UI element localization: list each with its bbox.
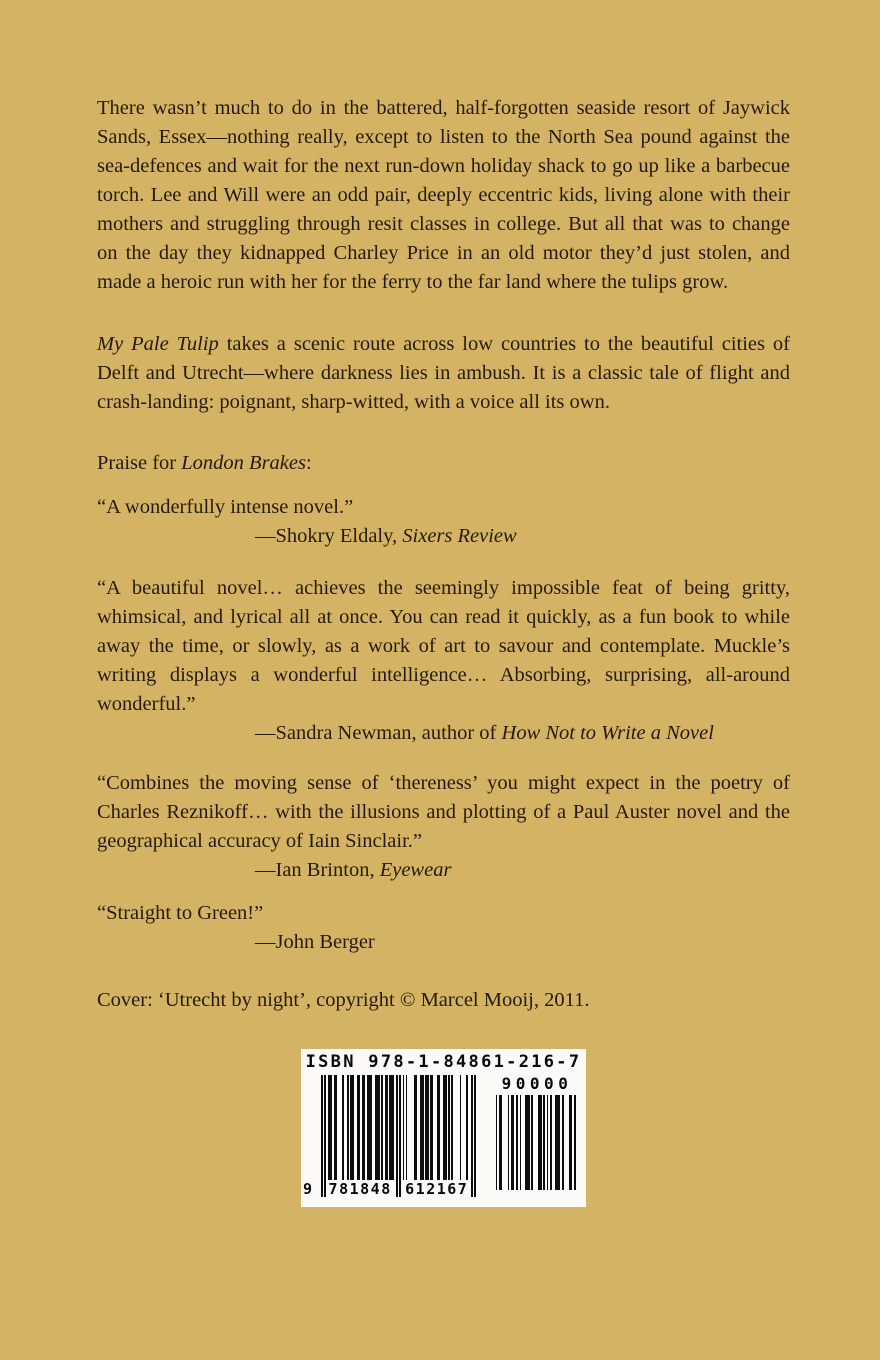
quote-attribution: —Ian Brinton, Eyewear xyxy=(255,859,452,881)
cover-credit-line: Cover: ‘Utrecht by night’, copyright © Marcel Mooij, 2011. xyxy=(97,989,590,1011)
synopsis-paragraph-1: There wasn’t much to do in the battered, half-forgotten seaside resort of Jaywick Sands, Essex—nothing really, except to listen to the North Sea pound against the sea-defences and wait for the next run-down holiday shack to go up like a barbecue torch. Lee and Will were an odd pair, deeply eccentric kids, living alone with their mothers and struggling through resit classes in college. But all that was to change on the day they kidnapped Charley Price in an old motor they’d just stolen, and made a heroic run with her for the ferry to the far land where the tulips grow. xyxy=(97,97,790,293)
ean5-bars xyxy=(494,1095,576,1190)
ean13-lead-digit: 9 xyxy=(303,1180,313,1198)
quote-text: “A beautiful novel… achieves the seemingly impossible feat of being gritty, whimsical, and lyrical all at once. You can read it quickly, as a fun book to while away the time, or slowly, as a work of art to savour and contemplate. Muckle’s writing displays a wonderful intelligence… Absorbing, surprising, all-around wonderful.” xyxy=(97,577,790,715)
quote-block-4 xyxy=(97,899,790,957)
quote-attribution: —Shokry Eldaly, Sixers Review xyxy=(255,525,517,547)
quote-block-3 xyxy=(97,769,790,885)
barcode-panel xyxy=(301,1049,586,1207)
quote-text: “A wonderfully intense novel.” xyxy=(97,496,354,518)
synopsis-paragraph-2: My Pale Tulip takes a scenic route across low countries to the beautiful cities of Delft and Utrecht—where darkness lies in ambush. It is a classic tale of flight and crash-landing: poignant, sharp-witted, with a voice all its own. xyxy=(97,333,791,413)
ean13-digits-right: 612167 xyxy=(403,1180,472,1197)
supplement-number: 90000 xyxy=(501,1074,573,1093)
quote-attribution: —Sandra Newman, author of How Not to Write a Novel xyxy=(255,722,714,744)
ean13-digits-left: 781848 xyxy=(326,1180,395,1197)
quote-text: “Straight to Green!” xyxy=(97,902,264,924)
quote-block-1 xyxy=(97,493,790,551)
quote-text: “Combines the moving sense of ‘thereness’ you might expect in the poetry of Charles Reznikoff… with the illusions and plotting of a Paul Auster novel and the geographical accuracy of Iain Sinclair.” xyxy=(97,772,790,852)
quote-block-2 xyxy=(97,574,790,748)
ean13-bars xyxy=(303,1075,476,1198)
quote-attribution: —John Berger xyxy=(255,931,375,953)
praise-heading: Praise for London Brakes: xyxy=(97,452,312,474)
supplement-area xyxy=(494,1075,576,1190)
isbn-label: ISBN 978-1-84861-216-7 xyxy=(305,1052,582,1072)
